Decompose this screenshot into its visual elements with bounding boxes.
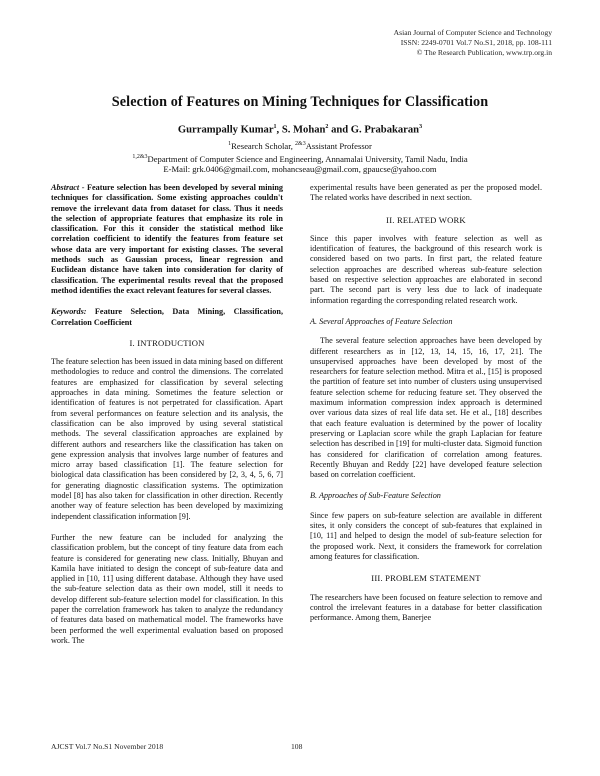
affiliation-department bbox=[40, 152, 560, 165]
author-2-sup: 2 bbox=[325, 124, 329, 130]
keywords bbox=[51, 307, 283, 328]
intro-paragraph-1: The feature selection has been issued in data mining based on different methodologies to reduce and control the dimensions. The correlated features are emphasized for classification by several selecting approaches in data mining. Sometimes the feature selection or identification of features is not perpetrated for classification. Apart from several performances on feature selection and its analysis, the classification can be also improved by using several statistical methods. The several classification approaches are explained by different authors and researchers like the classification has taken on gene expression analysis that involves large number of features and micro array based classification [1]. The feature selection for biological data classification has been considered by [2, 3, 4, 5, 6, 7] for generating diagnostic classification systems. The optimization model [8] has also taken for classification in other direction. Recently another way of feature selection has been developed by maximizing independent classification information [9]. bbox=[51, 357, 283, 521]
role-1: Research Scholar, bbox=[231, 140, 296, 151]
author-2: , S. Mohan bbox=[276, 124, 326, 136]
role-2: Assistant Professor bbox=[305, 140, 372, 151]
author-3: and G. Prabakaran bbox=[328, 124, 420, 136]
journal-issn: ISSN: 2249-0701 Vol.7 No.S1, 2018, pp. 108-111 bbox=[400, 38, 552, 47]
related-paragraph: Since this paper involves with feature selection as well as identification of features, the background of this research work is considered based on two parts. In first part, the related feature selection approaches are described whereas sub-feature selection based on respective selection approaches are elaborated in second part. The second part is very less due to lack of inadequate information regarding the corresponding related research work. bbox=[310, 233, 542, 305]
subsection-a-paragraph: The several feature selection approaches have been developed by different researchers as in [12, 13, 14, 15, 16, 17, 21]. The unsupervised approaches have been developed by most of the researchers for feature selection method. Mitra et al., [15] is proposed the partition of feature set into number of clusters using unsupervised feature selection scheme for reducing feature set. They observed the maximum information compression index approach is determined over various data sizes of real life data set. He et al., [18] describes that each feature evaluation is determined by the power of locality preserving or Laplacian score while the graph Laplacian for feature selection has described in [19] for multi-cluster data. Sigmoid function has considered for clarification of correlation among features. Recently Bhuyan and Reddy [22] have developed feature selection based on correlation coefficient. bbox=[310, 336, 542, 480]
journal-name: Asian Journal of Computer Science and Technology bbox=[393, 28, 552, 37]
department-text: Department of Computer Science and Engineering, Annamalai University, Tamil Nadu, India bbox=[147, 153, 468, 164]
section-heading-introduction: I. INTRODUCTION bbox=[129, 337, 205, 348]
author-list bbox=[40, 124, 560, 136]
role-sup-2: 2&3 bbox=[295, 141, 306, 147]
problem-paragraph: The researchers have been focused on feature selection to remove and control the irrelevant features in a database for better classification performance. Among them, Banerjee bbox=[310, 592, 542, 623]
subsection-heading-a: A. Several Approaches of Feature Selection bbox=[310, 316, 453, 326]
affiliation-roles bbox=[40, 139, 560, 152]
page-number: 108 bbox=[291, 742, 303, 751]
department-sup: 1,2&3 bbox=[132, 153, 148, 160]
abstract bbox=[51, 183, 283, 296]
journal-header bbox=[232, 28, 552, 58]
author-1-sup: 1 bbox=[273, 124, 277, 130]
left-column bbox=[51, 183, 283, 657]
keywords-label: Keywords: bbox=[51, 307, 87, 317]
affiliation bbox=[40, 139, 560, 175]
intro-paragraph-2: Further the new feature can be included for analyzing the classification problem, but the concept of tiny feature data from each feature is considered for generating new class. Initially, Bhuyan and Kamila have initiated to design the concept of sub-feature data and applied in [10, 11] using different database. Although they have used the sub-feature selection data as their own model, still it needs to develop different sub-feature selection model for classification. In this paper the correlation framework has taken to analyze the redundancy of features data based on mathematical model. The frameworks have been performed the well experimental evaluation based on proposed work. The bbox=[51, 532, 283, 645]
abstract-label: Abstract - bbox=[51, 183, 85, 192]
paper-title: Selection of Features on Mining Techniques for Classification bbox=[111, 94, 489, 110]
abstract-text: Feature selection has been developed by several mining techniques for classification. Some existing approaches couldn't remove the irrelevant data from dataset for class. Thus it needs the selection of appropriate features that emphasize its role in classification. For this it consider the statistical method like correlation coefficient to identify the features from feature set whose data are very important for existing classes. The several methods such as Gaussian process, linear regression and Euclidean distance have taken into consideration for clarity of classification. The experimental results reveal that the proposed method identifies the exact relevant features for several classes. bbox=[51, 183, 283, 295]
affiliation-email: E-Mail: grk.0406@gmail.com, mohancseau@gmail.com, gpaucse@yahoo.com bbox=[163, 164, 437, 175]
role-sup-1: 1 bbox=[228, 141, 232, 147]
subsection-heading-b: B. Approaches of Sub-Feature Selection bbox=[310, 491, 441, 501]
footer-journal-issue: AJCST Vol.7 No.S1 November 2018 bbox=[51, 742, 164, 751]
author-1: Gurrampally Kumar bbox=[177, 124, 274, 136]
right-column bbox=[310, 183, 542, 634]
journal-publisher: © The Research Publication, www.trp.org.in bbox=[416, 48, 552, 57]
subsection-b-paragraph: Since few papers on sub-feature selection are available in different sites, it only considers the concept of sub-features that explained in [10, 11] and helped to design the model of sub-feature selection for the proposed work. Next, it considers the framework for correlation among features for classification. bbox=[310, 510, 542, 561]
intro-continuation: experimental results have been generated as per the proposed model. The related works have described in next section. bbox=[310, 183, 542, 203]
section-heading-problem-statement: III. PROBLEM STATEMENT bbox=[371, 573, 481, 584]
keywords-text: Feature Selection, Data Mining, Classification, Correlation Coefficient bbox=[51, 307, 283, 327]
author-3-sup: 3 bbox=[419, 124, 423, 130]
section-heading-related-work: II. RELATED WORK bbox=[386, 214, 466, 225]
